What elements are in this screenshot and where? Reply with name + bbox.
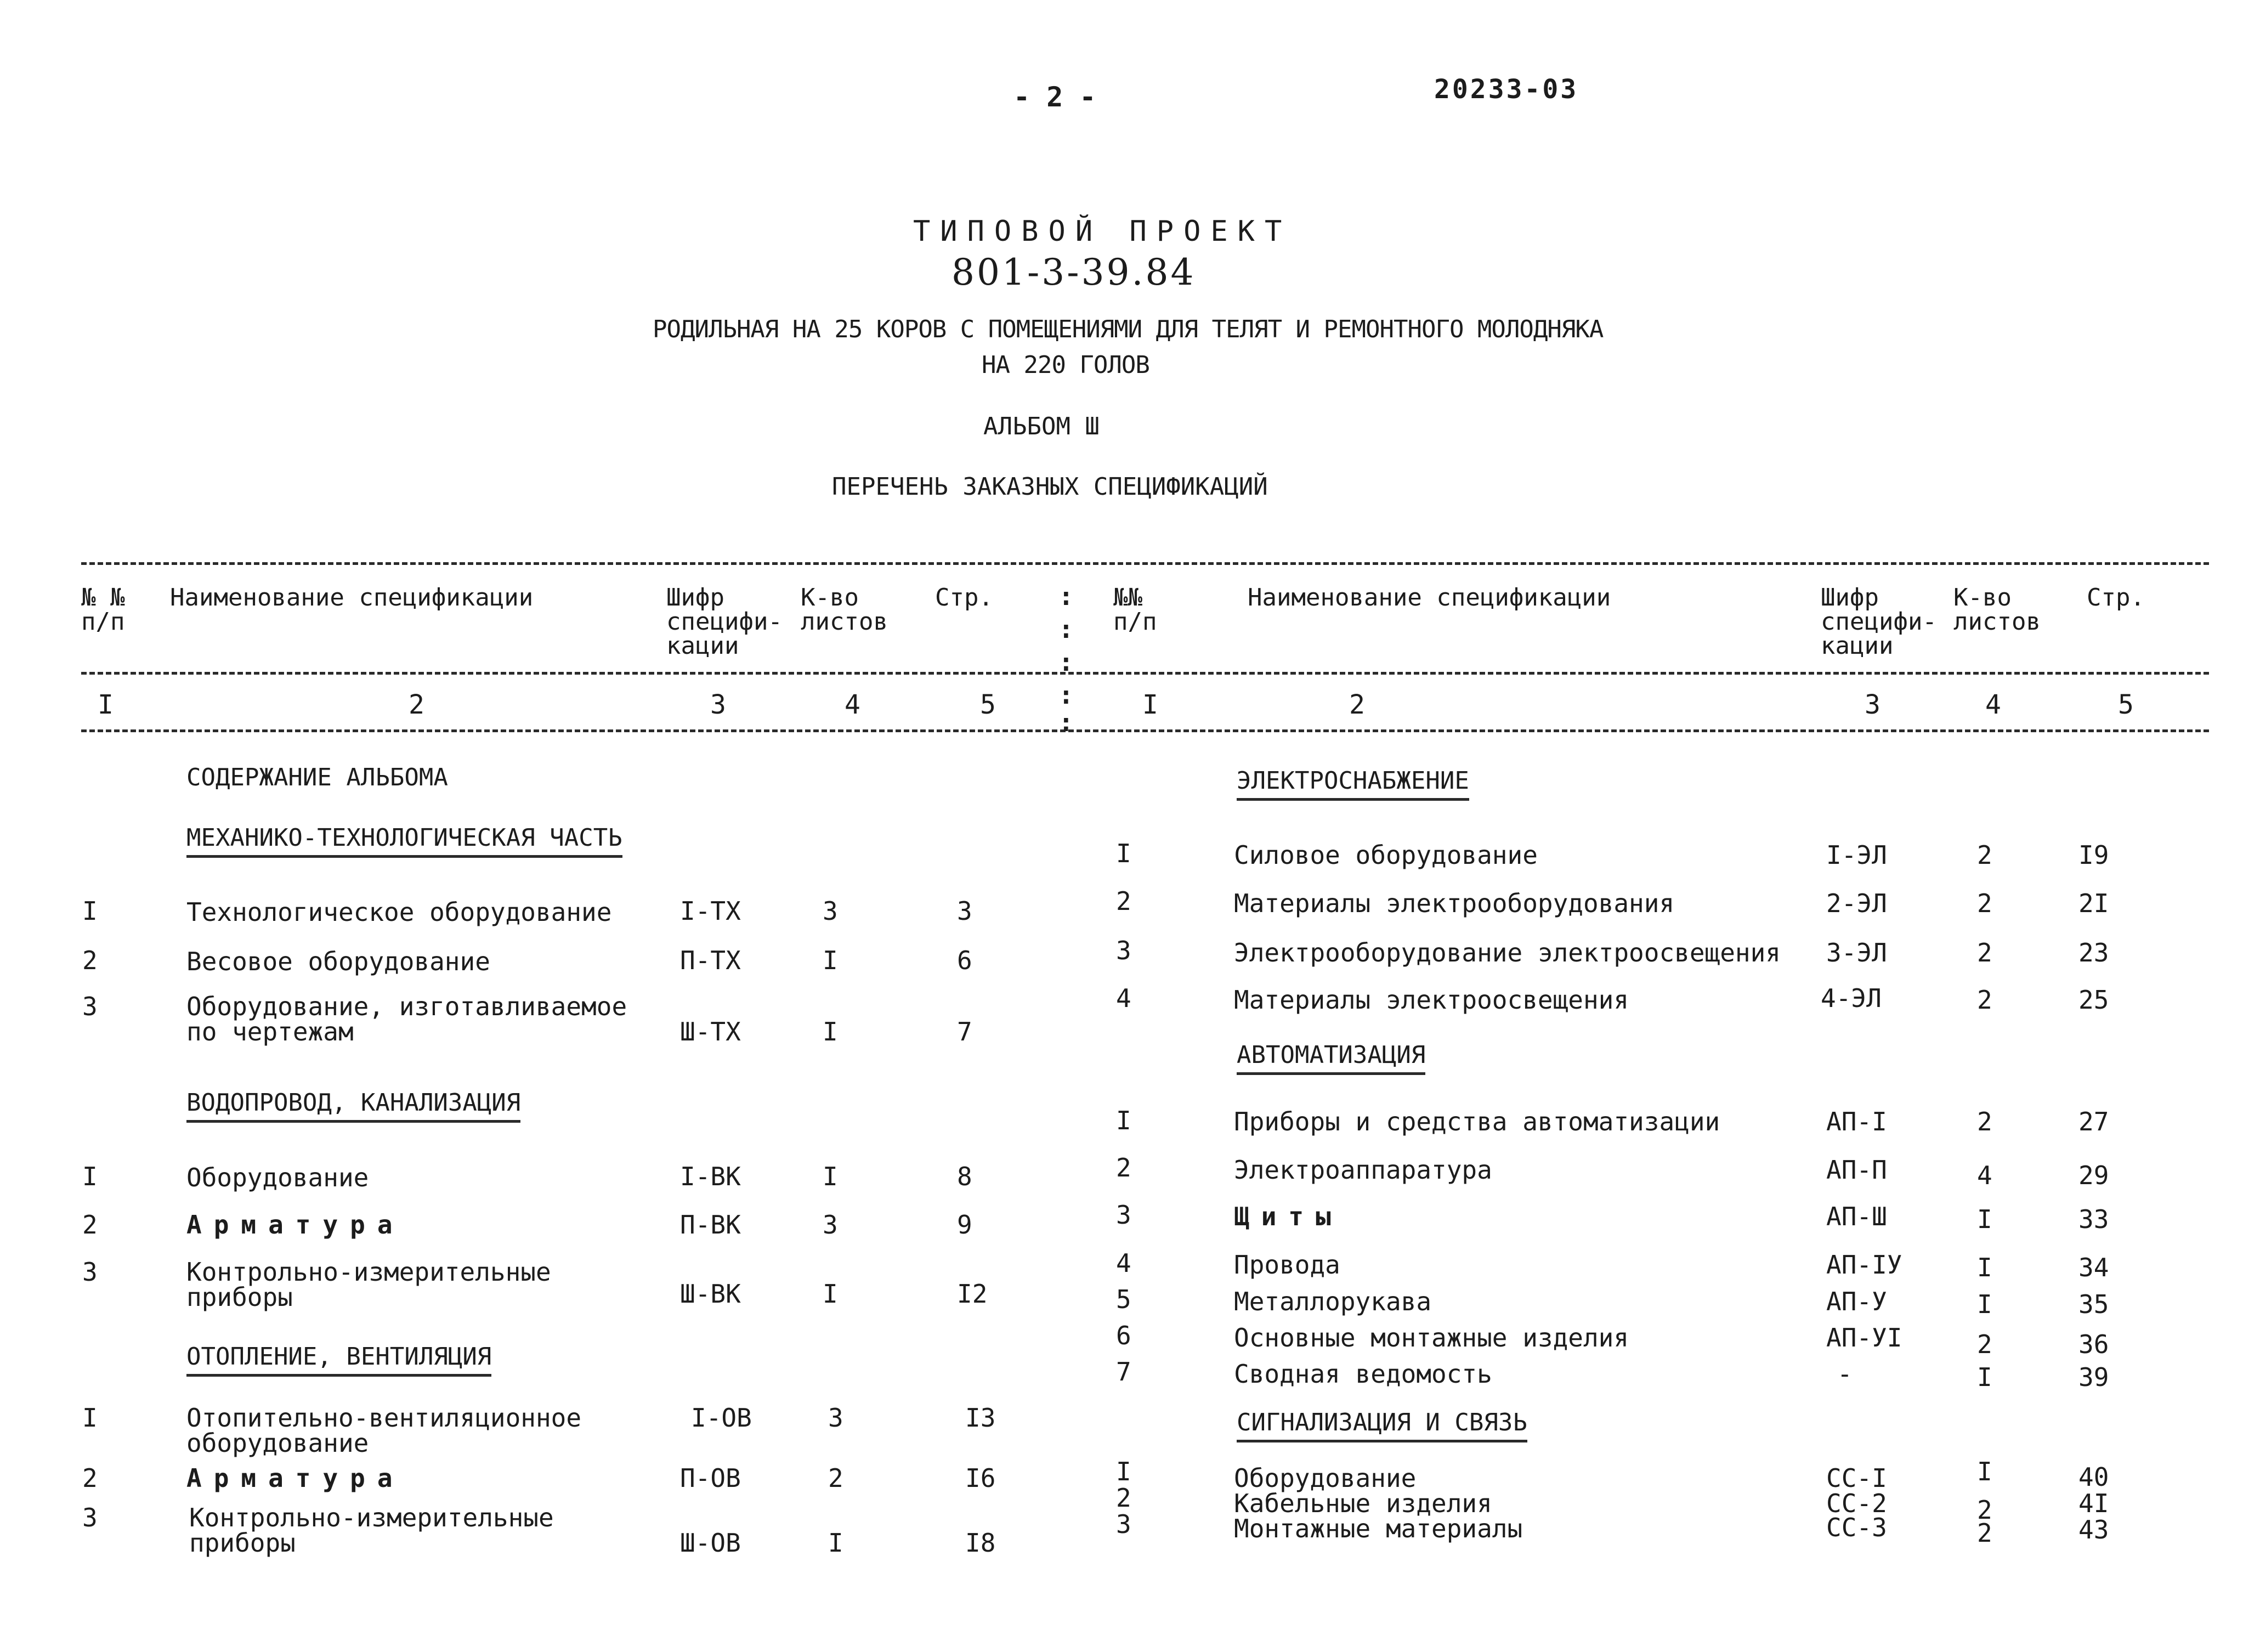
section-title-heating: ОТОПЛЕНИЕ, ВЕНТИЛЯЦИЯ	[186, 1343, 491, 1377]
header-count-right: К-во листов	[1953, 584, 2041, 636]
table-top-rule	[81, 562, 2209, 565]
document-number: 20233-03	[1434, 74, 1579, 105]
section-title-mech: МЕХАНИКО-ТЕХНОЛОГИЧЕСКАЯ ЧАСТЬ	[186, 824, 622, 858]
header-name-right: Наименование спецификации	[1248, 584, 1611, 612]
album-contents-heading: СОДЕРЖАНИЕ АЛЬБОМА	[186, 763, 448, 791]
header-page-left: Стр.	[935, 584, 993, 612]
header-page-right: Стр.	[2087, 584, 2145, 612]
header-count-left: К-во листов	[801, 584, 888, 636]
project-name-line2: НА 220 ГОЛОВ	[982, 351, 1149, 379]
list-title: ПЕРЕЧЕНЬ ЗАКАЗНЫХ СПЕЦИФИКАЦИЙ	[832, 473, 1268, 501]
header-code-left: Шифр специфи- кации	[666, 584, 783, 660]
column-number-rule	[81, 729, 2209, 732]
header-num-left: № № п/п	[81, 584, 125, 636]
section-title-signal: СИГНАЛИЗАЦИЯ И СВЯЗЬ	[1237, 1408, 1527, 1442]
project-name-line1: РОДИЛЬНАЯ НА 25 КОРОВ С ПОМЕЩЕНИЯМИ ДЛЯ ТЕЛЯТ И РЕМОНТНОГО МОЛОДНЯКА	[653, 315, 1604, 343]
project-number: 801-3-39.84	[951, 251, 1196, 293]
document-type: ТИПОВОЙ ПРОЕКТ	[913, 215, 1292, 248]
section-title-automation: АВТОМАТИЗАЦИЯ	[1237, 1041, 1425, 1075]
page-number: - 2 -	[1013, 81, 1096, 113]
header-name-left: Наименование спецификации	[170, 584, 534, 612]
album-label: АЛЬБОМ Ш	[983, 412, 1100, 440]
header-code-right: Шифр специфи- кации	[1821, 584, 1937, 660]
header-num-right: №№ п/п	[1113, 584, 1157, 636]
section-title-power: ЭЛЕКТРОСНАБЖЕНИЕ	[1237, 767, 1469, 801]
section-title-water: ВОДОПРОВОД, КАНАЛИЗАЦИЯ	[186, 1089, 520, 1123]
header-divider-rule	[81, 672, 2209, 675]
